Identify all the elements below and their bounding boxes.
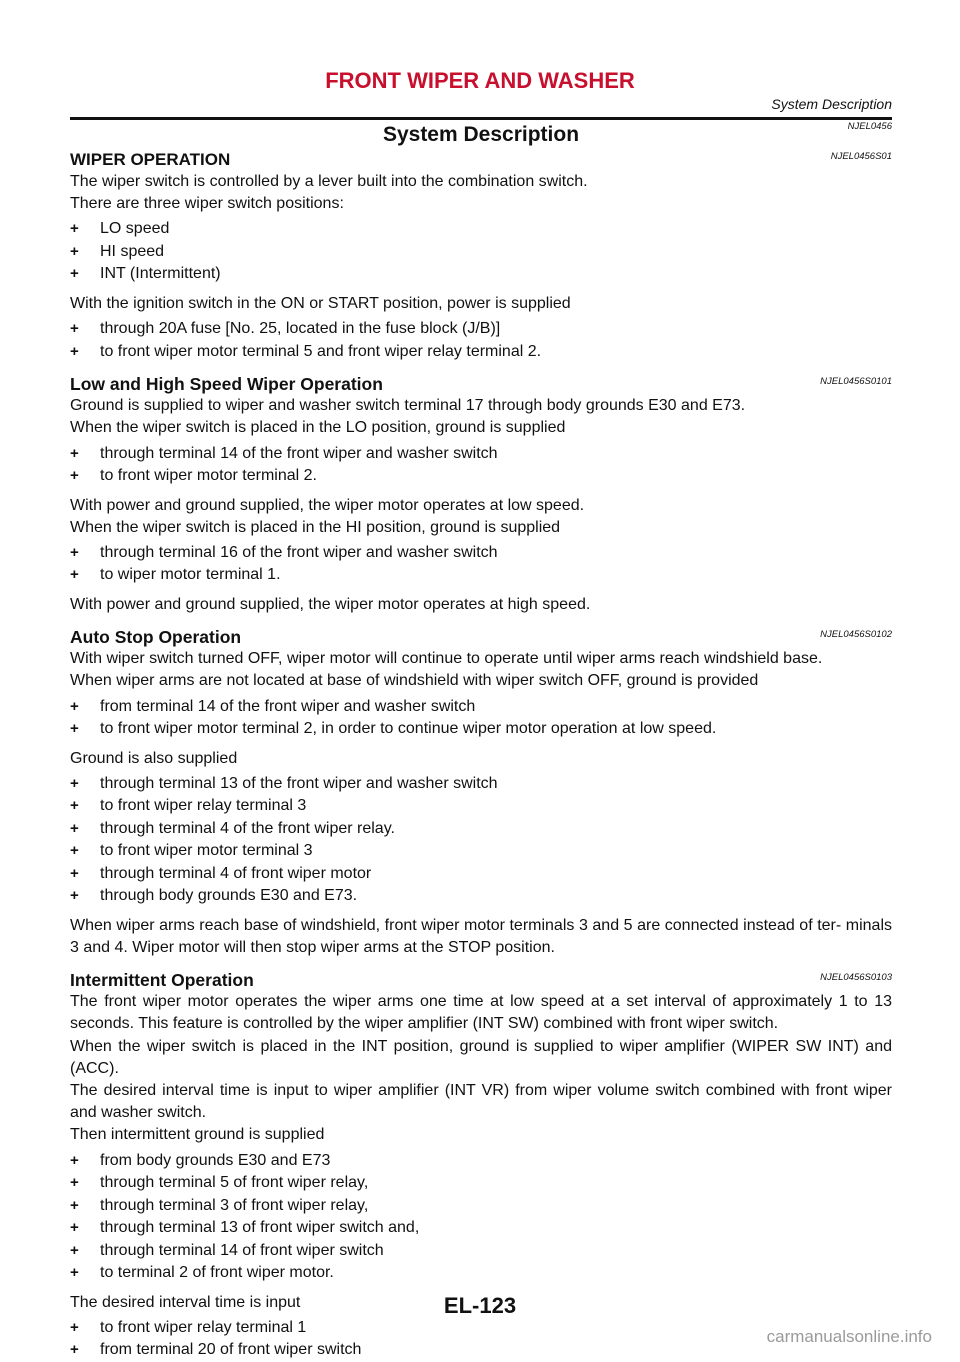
list-item-text: through terminal 3 of front wiper relay,: [100, 1196, 369, 1214]
paragraph: The desired interval time is input to wiper amplifier (INT VR) from wiper volume switch combined with front wiper and washer switch.: [70, 1081, 892, 1122]
bullet-icon: +: [70, 543, 79, 561]
list-item: [70, 718, 892, 741]
paragraph: When the wiper switch is placed in the LO position, ground is supplied: [70, 419, 566, 437]
bullet-icon: +: [70, 819, 79, 837]
header-subtitle: System Description: [771, 96, 892, 112]
subsection-ref-code: NJEL0456S0103: [820, 972, 892, 984]
bullet-icon: +: [70, 1219, 79, 1237]
list-item-text: through terminal 5 of front wiper relay,: [100, 1174, 369, 1192]
bullet-list-lo: [70, 443, 892, 488]
paragraph: The desired interval time is input: [70, 1293, 301, 1311]
main-heading: [70, 121, 892, 149]
list-item: [70, 795, 892, 818]
list-item: [70, 1217, 892, 1240]
paragraph: With the ignition switch in the ON or START position, power is supplied: [70, 294, 571, 312]
bullet-icon: +: [70, 1241, 79, 1259]
list-item: [70, 542, 892, 565]
list-item-text: through terminal 14 of the front wiper and washer switch: [100, 444, 498, 462]
subsection-title: Intermittent Operation: [70, 970, 254, 991]
list-item-text: LO speed: [100, 220, 170, 238]
list-item-text: to front wiper motor terminal 2, in order to continue wiper motor operation at low speed.: [100, 720, 717, 738]
list-item: [70, 218, 892, 241]
bullet-list-auto-stop-b: [70, 773, 892, 908]
paragraph: With wiper switch turned OFF, wiper motor will continue to operate until wiper arms reach windshield base.: [70, 650, 823, 668]
list-item: [70, 318, 892, 341]
list-item: [70, 773, 892, 796]
main-ref-code: NJEL0456: [847, 121, 892, 132]
page-header: [0, 0, 960, 120]
paragraph: With power and ground supplied, the wiper motor operates at high speed.: [70, 595, 591, 613]
paragraph: Ground is also supplied: [70, 749, 238, 767]
paragraph: When the wiper switch is placed in the INT position, ground is supplied to wiper amplifier (WIPER SW INT) and (ACC).: [70, 1037, 892, 1077]
section-ref-code: NJEL0456S01: [830, 151, 892, 162]
paragraph: The wiper switch is controlled by a lever built into the combination switch.: [70, 173, 588, 190]
bullet-icon: +: [70, 697, 79, 715]
watermark-link[interactable]: carmanualsonline.info: [766, 1327, 932, 1346]
list-item-text: through terminal 4 of front wiper motor: [100, 864, 372, 882]
list-item: [70, 1240, 892, 1263]
list-item-text: to front wiper motor terminal 2.: [100, 467, 317, 485]
list-item-text: HI speed: [100, 242, 165, 260]
list-item: [70, 465, 892, 488]
list-item: [70, 818, 892, 841]
list-item-text: through terminal 14 of front wiper switch: [100, 1241, 384, 1259]
list-item-text: through terminal 13 of front wiper switch and,: [100, 1219, 420, 1237]
section-heading-wiper-operation: [70, 149, 892, 171]
list-item: [70, 263, 892, 286]
bullet-icon: +: [70, 1341, 79, 1359]
bullet-icon: +: [70, 320, 79, 338]
list-item-text: from terminal 14 of the front wiper and washer switch: [100, 697, 476, 715]
list-item-text: through terminal 13 of the front wiper and washer switch: [100, 774, 498, 792]
bullet-icon: +: [70, 842, 79, 860]
paragraph: When wiper arms reach base of windshield, front wiper motor terminals 3 and 5 are connected instead of ter- minals 3 and 4. Wiper motor will then stop wiper arms at the STOP position.: [70, 916, 892, 956]
list-item: [70, 443, 892, 466]
bullet-icon: +: [70, 265, 79, 283]
subsection-heading-intermittent: [70, 969, 892, 991]
bullet-list-auto-stop-a: [70, 696, 892, 741]
bullet-icon: +: [70, 1151, 79, 1169]
subsection-ref-code: NJEL0456S0101: [820, 376, 892, 388]
list-item-text: through terminal 16 of the front wiper and washer switch: [100, 543, 498, 561]
bullet-icon: +: [70, 220, 79, 238]
paragraph: Then intermittent ground is supplied: [70, 1126, 325, 1144]
paragraph: The front wiper motor operates the wiper arms one time at low speed at a set interval of approximately 1 to 13 seconds. This feature is controlled by the wiper amplifier (INT SW) combined with front wiper switch.: [70, 993, 892, 1033]
list-item-text: through 20A fuse [No. 25, located in the fuse block (J/B)]: [100, 320, 501, 338]
bullet-icon: +: [70, 864, 79, 882]
list-item-text: from body grounds E30 and E73: [100, 1151, 331, 1169]
bullet-icon: +: [70, 774, 79, 792]
list-item-text: to front wiper relay terminal 1: [100, 1318, 307, 1336]
page-number: EL-123: [443, 1293, 517, 1318]
bullet-list-hi: [70, 542, 892, 587]
paragraph: When the wiper switch is placed in the HI position, ground is supplied: [70, 518, 561, 536]
bullet-icon: +: [70, 720, 79, 738]
bullet-icon: +: [70, 342, 79, 360]
paragraph: With power and ground supplied, the wiper motor operates at low speed.: [70, 496, 585, 514]
list-item-text: to front wiper motor terminal 3: [100, 842, 313, 860]
paragraph: There are three wiper switch positions:: [70, 195, 344, 213]
list-item-text: through body grounds E30 and E73.: [100, 887, 358, 905]
paragraph: When wiper arms are not located at base of windshield with wiper switch OFF, ground is provided: [70, 672, 759, 690]
list-item: [70, 863, 892, 886]
list-item-text: to terminal 2 of front wiper motor.: [100, 1264, 334, 1282]
list-item: [70, 1150, 892, 1173]
list-item-text: to front wiper relay terminal 3: [100, 797, 307, 815]
subsection-heading-auto-stop: [70, 626, 892, 648]
bullet-icon: +: [70, 1174, 79, 1192]
bullet-list-ignition: [70, 318, 892, 363]
list-item: [70, 564, 892, 587]
section-title: WIPER OPERATION: [70, 150, 231, 169]
bullet-list-intermittent-a: [70, 1150, 892, 1285]
list-item-text: to wiper motor terminal 1.: [100, 566, 281, 584]
list-item-text: to front wiper motor terminal 5 and front wiper relay terminal 2.: [100, 342, 542, 360]
header-title: FRONT WIPER AND WASHER: [325, 68, 635, 93]
header-rule: [70, 117, 892, 120]
list-item: [70, 840, 892, 863]
subsection-heading-low-high-speed: [70, 373, 892, 395]
bullet-icon: +: [70, 1196, 79, 1214]
bullet-icon: +: [70, 1318, 79, 1336]
bullet-icon: +: [70, 566, 79, 584]
list-item: [70, 1172, 892, 1195]
subsection-title: Low and High Speed Wiper Operation: [70, 374, 383, 395]
subsection-title: Auto Stop Operation: [70, 627, 242, 648]
main-title: System Description: [382, 123, 580, 146]
list-item: [70, 341, 892, 364]
list-item: [70, 1195, 892, 1218]
bullet-icon: +: [70, 887, 79, 905]
bullet-icon: +: [70, 467, 79, 485]
list-item-text: from terminal 20 of front wiper switch: [100, 1341, 362, 1359]
bullet-icon: +: [70, 797, 79, 815]
list-item: [70, 696, 892, 719]
subsection-ref-code: NJEL0456S0102: [820, 629, 892, 641]
list-item: [70, 1262, 892, 1285]
bullet-icon: +: [70, 1264, 79, 1282]
bullet-list-positions: [70, 218, 892, 286]
bullet-icon: +: [70, 242, 79, 260]
list-item: [70, 241, 892, 264]
bullet-icon: +: [70, 444, 79, 462]
document-body: [70, 121, 892, 1362]
paragraph: Ground is supplied to wiper and washer switch terminal 17 through body grounds E30 and E73.: [70, 397, 746, 415]
list-item-text: INT (Intermittent): [100, 265, 221, 283]
list-item: [70, 885, 892, 908]
list-item-text: through terminal 4 of the front wiper relay.: [100, 819, 395, 837]
